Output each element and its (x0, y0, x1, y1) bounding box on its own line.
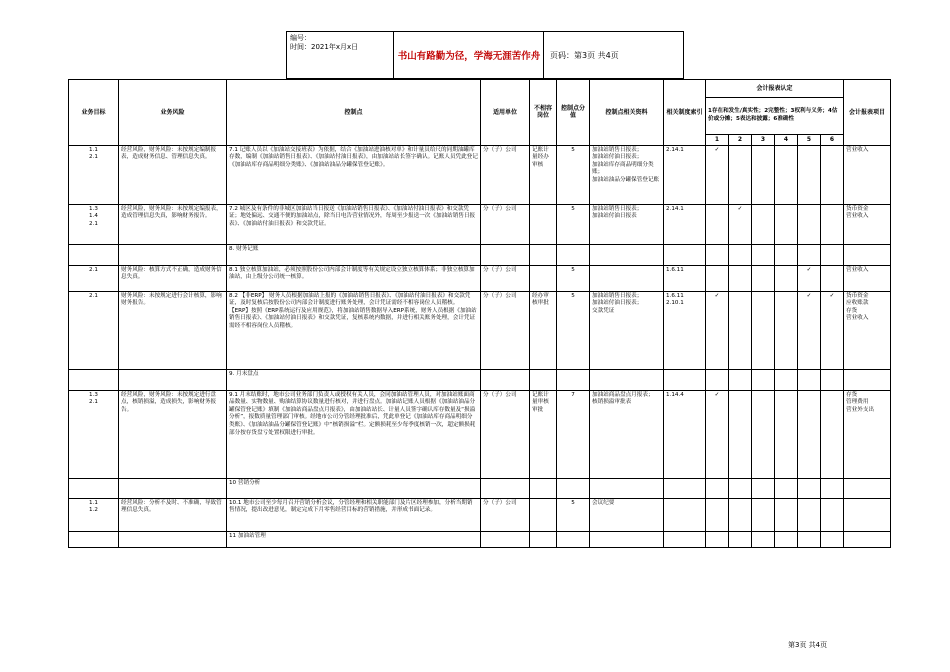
goal-cell: 1.1 1.2 (69, 498, 119, 531)
items-cell: 营业收入 (844, 145, 891, 204)
header-certification: 会计报表认定 (706, 80, 844, 98)
header-report-items: 会计报表项目 (844, 80, 891, 146)
risk-cell: 经营风险，财务风险：未按规定编报表，造成管理信息失真，影响财务报告。 (119, 204, 227, 244)
check-cell-2 (729, 265, 752, 291)
check-cell-2 (729, 498, 752, 531)
check-cell-1 (706, 265, 729, 291)
check-cell-3 (752, 291, 775, 369)
items-cell: 营业收入 (844, 265, 891, 291)
risk-cell: 财务风险：核算方式不正确，造成财务信息失真。 (119, 265, 227, 291)
check-cell-5: ✓ (798, 291, 821, 369)
header-col-5: 5 (798, 135, 821, 146)
header-unit: 适用单位 (481, 80, 530, 146)
check-cell-6 (821, 265, 844, 291)
score-cell: 5 (557, 145, 590, 204)
check-cell-5 (798, 145, 821, 204)
check-cell-1: ✓ (706, 145, 729, 204)
check-cell-3 (752, 204, 775, 244)
unit-cell: 分（子）公司 (481, 291, 530, 369)
unit-cell: 分（子）公司 (481, 498, 530, 531)
post-cell: 记账计量审核审批 (530, 390, 557, 478)
check-cell-3 (752, 265, 775, 291)
check-cell-6 (821, 498, 844, 531)
unit-cell: 分（子）公司 (481, 390, 530, 478)
unit-cell: 分（子）公司 (481, 204, 530, 244)
goal-cell: 2.1 (69, 265, 119, 291)
items-cell: 货币资金 应收账款 存货 营业收入 (844, 291, 891, 369)
post-cell (530, 498, 557, 531)
check-cell-2 (729, 291, 752, 369)
section-row (69, 531, 891, 547)
doc-info-cell (287, 32, 392, 78)
page-footer: 第3页 共4页 (788, 641, 828, 649)
doc-number-label: 编号： (290, 34, 311, 42)
check-cell-3 (752, 498, 775, 531)
check-cell-2 (729, 145, 752, 204)
docs-cell: 加油站销售日报表； 加油站付油日报表； 加油站库存商品明细分类账； 加油站油品分罐保管登记账 (590, 145, 664, 204)
risk-cell: 经营风险，财务风险：未按规定进行盘点，核销损溢，造成损失，影响财务报告。 (119, 390, 227, 478)
check-cell-4 (775, 390, 798, 478)
header-col-2: 2 (729, 135, 752, 146)
motto-text: 书山有路勤为径，学海无涯苦作舟 (393, 32, 544, 78)
ref-cell: 2.14.1 (664, 145, 706, 204)
check-cell-4 (775, 291, 798, 369)
header-ref: 相关制度索引 (664, 80, 706, 146)
page-header-box (286, 31, 684, 79)
score-cell: 5 (557, 204, 590, 244)
docs-cell: 会议纪要 (590, 498, 664, 531)
docs-cell: 加油站商品盘点月报表； 核销损溢审批表 (590, 390, 664, 478)
control-cell: 10.1 地市公司至少每月召开营销分析会议，分管经理和相关职能部门及片区经理参加，分析当期销售情况，提出改进意见，制定完成下月零售经营目标的营销措施，并形成书面记录。 (227, 498, 481, 531)
header-goal: 业务目标 (69, 80, 119, 146)
check-cell-1 (706, 204, 729, 244)
ref-cell (664, 498, 706, 531)
section-row (69, 244, 891, 265)
risk-cell: 经营风险，财务风险：未按规定编制报表，造成财务信息、管理信息失真。 (119, 145, 227, 204)
check-cell-5 (798, 204, 821, 244)
section-title: 10 营销分析 (227, 478, 481, 498)
header-docs: 控制点相关资料 (590, 80, 664, 146)
docs-cell: 加油站销售日报表； 加油站付油日报表 (590, 204, 664, 244)
ref-cell: 1.14.4 (664, 390, 706, 478)
check-cell-5 (798, 390, 821, 478)
check-cell-6 (821, 204, 844, 244)
check-cell-4 (775, 204, 798, 244)
check-cell-4 (775, 498, 798, 531)
score-cell: 5 (557, 291, 590, 369)
section-row (69, 478, 891, 498)
goal-cell: 1.1 2.1 (69, 145, 119, 204)
docs-cell (590, 265, 664, 291)
check-cell-2: ✓ (729, 204, 752, 244)
doc-time-label: 时间：2021年x月x日 (290, 43, 359, 51)
header-col-6: 6 (821, 135, 844, 146)
check-cell-1: ✓ (706, 390, 729, 478)
goal-cell: 2.1 (69, 291, 119, 369)
post-cell: 记账计量经办审核 (530, 145, 557, 204)
header-incompatible-post: 不相容岗位 (530, 80, 557, 146)
control-cell: 8.2 【非ERP】 财务人员根据加油站上报的《加油站销售日报表》、《加油站付油日报表》和交款凭证，及时复核后按股份公司内部会计制度进行账务处理，会计凭证需经不相容岗位人员稽核。 【ERP】按照《ERP系统运行及应用规范》，将加油站销售数据导入ERP系统，财务人员根据《加油站销售日报表》、《加油站付油日报表》和交款凭证，复核系统内数据，并进行相关账务处理，会计凭证需经不相容岗位人员稽核。 (227, 291, 481, 369)
header-col-4: 4 (775, 135, 798, 146)
check-cell-5 (798, 498, 821, 531)
score-cell: 5 (557, 265, 590, 291)
control-matrix-table (68, 79, 891, 548)
table-row (69, 145, 891, 204)
goal-cell: 1.3 2.1 (69, 390, 119, 478)
section-title: 11 加油站管理 (227, 531, 481, 547)
post-cell: 经办审核审批 (530, 291, 557, 369)
unit-cell: 分（子）公司 (481, 265, 530, 291)
control-cell: 8.1 独立核算加油站，必须按照股份公司内部会计制度等有关规定设立独立核算体系；非独立核算加油站，由上级分公司统一核算。 (227, 265, 481, 291)
check-cell-1: ✓ (706, 291, 729, 369)
header-col-3: 3 (752, 135, 775, 146)
table-row (69, 291, 891, 369)
risk-cell: 经营风险：分析不及时、不准确，导致管理信息失真。 (119, 498, 227, 531)
items-cell (844, 498, 891, 531)
header-col-1: 1 (706, 135, 729, 146)
check-cell-6 (821, 145, 844, 204)
section-row (69, 369, 891, 390)
docs-cell: 加油站销售日报表； 加油站付油日报表； 交款凭证 (590, 291, 664, 369)
check-cell-1 (706, 498, 729, 531)
page-number-label: 页码：第3页 共4页 (543, 32, 683, 78)
goal-cell: 1.3 1.4 2.1 (69, 204, 119, 244)
post-cell (530, 265, 557, 291)
ref-cell: 2.14.1 (664, 204, 706, 244)
control-cell: 7.1 记账人员以《加油站交接班表》为依据，结合《加油站进油核对单》和计量员给尺的同期油罐库存数，编制《加油站销售日报表》、《加油站付油日报表》，由加油站站长签字确认。记账人员凭此登记《加油站库存商品明细分类账》、《加油站油品分罐保管登记账》。 (227, 145, 481, 204)
table-row (69, 498, 891, 531)
control-cell: 9.1 月末结账时，地市公司业务部门负责人或授权有关人员，会同加油站管理人员，对加油站账面商品数量、实物数量、购油结算协议数量进行核对，并进行盘点。加油站记账人员根据《加油站油品分罐保管登记账》填制《加油站商品盘点月报表》，由加油站站长、计量人员签字确认库存数量及“损溢分析”，报数质量管理部门审核。经地市公司分管经理批准后，凭此单登记《加油站库存商品明细分类账》、《加油站油品分罐保管登记账》中“核销损溢”栏。定额损耗至少每季度核销一次，超定额损耗部分按存货盘亏处置权限进行审批。 (227, 390, 481, 478)
check-cell-4 (775, 265, 798, 291)
section-title: 9. 月末盘点 (227, 369, 481, 390)
check-cell-6 (821, 390, 844, 478)
risk-cell: 财务风险：未按规定进行会计核算，影响财务报告。 (119, 291, 227, 369)
check-cell-4 (775, 145, 798, 204)
ref-cell: 1.6.11 (664, 265, 706, 291)
items-cell: 货币资金 营业收入 (844, 204, 891, 244)
unit-cell: 分（子）公司 (481, 145, 530, 204)
check-cell-6: ✓ (821, 291, 844, 369)
control-cell: 7.2 城区及有条件的非城区加油站当日报送《加油站销售日报表》、《加油站付油日报表》和交款凭证；地处偏远、交通不便的加油站点，除当日电告营业情况外，每周至少报送一次《加油站销售日报表》、《加油站付油日报表》和交款凭证。 (227, 204, 481, 244)
header-certification-legend: 1存在和发生/真实性；2完整性；3权利与义务；4估价或分摊；5表达和披露；6准确性 (706, 98, 844, 135)
table-row (69, 204, 891, 244)
score-cell: 5 (557, 498, 590, 531)
check-cell-3 (752, 390, 775, 478)
check-cell-5: ✓ (798, 265, 821, 291)
header-risk: 业务风险 (119, 80, 227, 146)
header-score: 控制点分值 (557, 80, 590, 146)
ref-cell: 1.6.11 2.10.1 (664, 291, 706, 369)
check-cell-2 (729, 390, 752, 478)
items-cell: 存货 管理费用 营业外支出 (844, 390, 891, 478)
check-cell-3 (752, 145, 775, 204)
table-row (69, 390, 891, 478)
table-row (69, 265, 891, 291)
header-control: 控制点 (227, 80, 481, 146)
score-cell: 7 (557, 390, 590, 478)
post-cell (530, 204, 557, 244)
section-title: 8. 财务记账 (227, 244, 481, 265)
